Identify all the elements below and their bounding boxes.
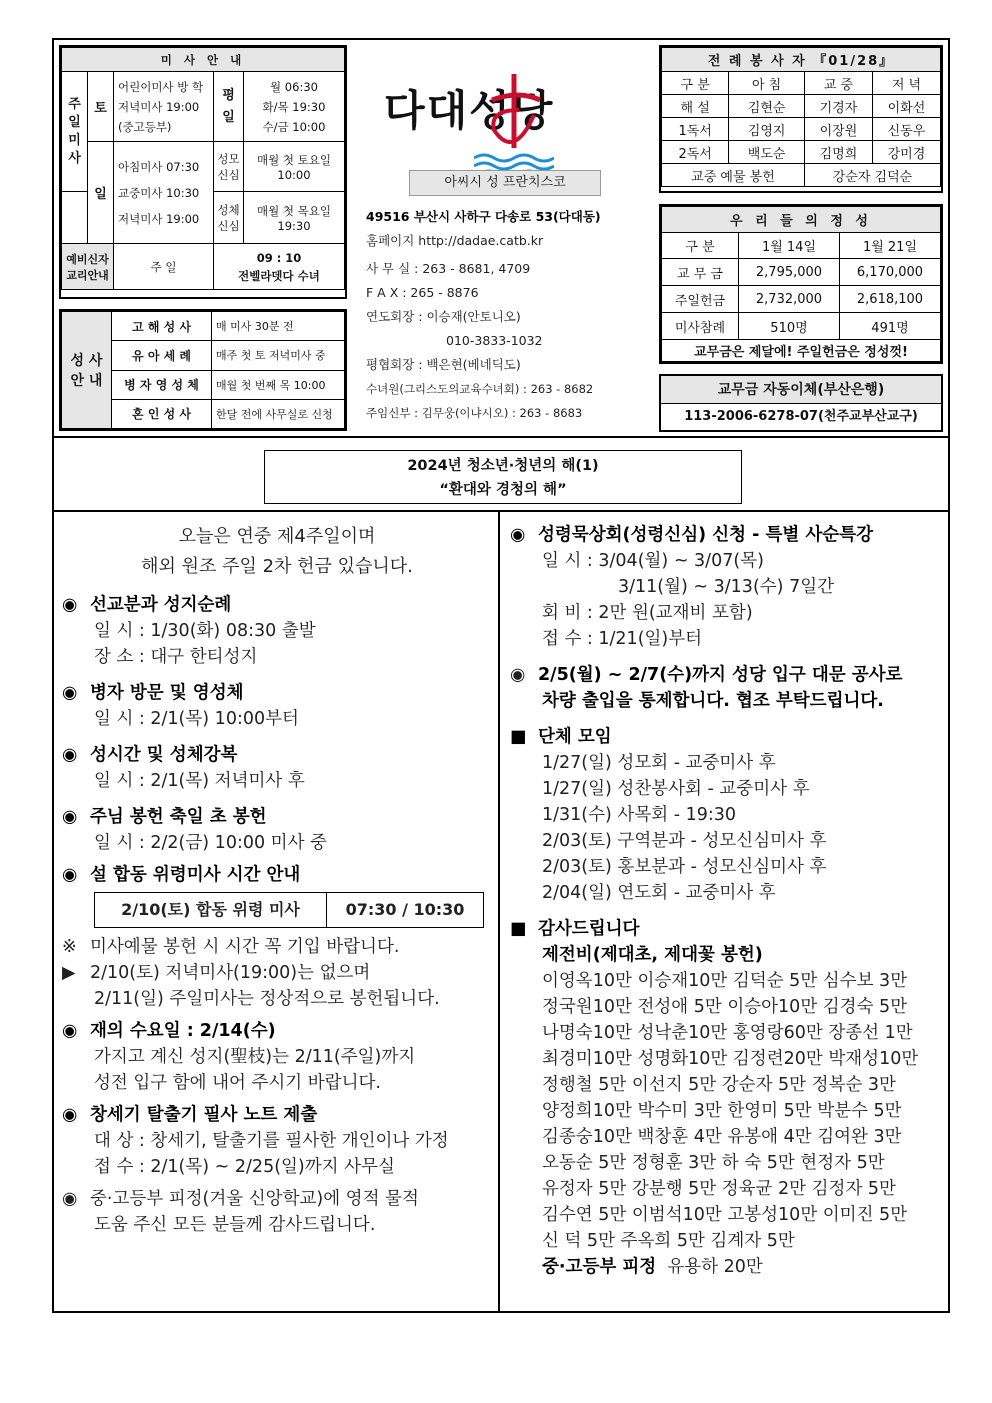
eucharist-label: 성체 신심 [214, 192, 244, 244]
servers-header: 교 중 [804, 72, 872, 95]
servers-cell: 기경자 [804, 95, 872, 118]
servers-table [661, 47, 941, 187]
sacrament-name: 유 아 세 례 [112, 341, 212, 370]
catechumen-label: 예비신자 교리안내 [62, 244, 114, 290]
youth-retreat-donor: 중·고등부 피정 유용하 20만 [542, 1257, 763, 1277]
finance-cell: 주일헌금 [662, 286, 739, 313]
sacraments-box [59, 309, 347, 431]
sat-label: 토 [88, 72, 114, 142]
candle-offering-date: 일 시 : 2/2(금) 10:00 미사 중 [94, 833, 327, 853]
memorial-mass-times: 07:30 / 10:30 [345, 900, 465, 919]
meeting-item: 1/27(일) 성찬봉사회 - 교중미사 후 [542, 779, 810, 799]
servers-cell: 김영지 [729, 118, 805, 141]
meeting-item: 2/03(토) 홍보분과 - 성모신심미사 후 [542, 857, 827, 877]
donor-line: 오동순 5만 정형훈 3만 하 숙 5만 현정자 5만 [542, 1153, 885, 1173]
donor-line: 나명숙10만 성낙춘10만 홍영랑60만 장종선 1만 [542, 1023, 913, 1043]
finance-cell: 491명 [839, 313, 940, 340]
header-section [54, 40, 948, 438]
content-top-border [54, 510, 948, 512]
finance-title: 우 리 들 의 정 성 [662, 207, 941, 233]
sacraments-table [61, 311, 345, 429]
spirit-seminar-title: ◉ 성령묵상회(성령신심) 신청 - 특별 사순특강 [510, 522, 946, 548]
bulletin-page [52, 38, 950, 1313]
mass-guide-box [59, 45, 347, 299]
church-patron: 아씨시 성 프란치스코 [409, 170, 601, 196]
servers-header: 아 침 [729, 72, 805, 95]
pastor-contact: 주임신부 : 김무웅(이냐시오) : 263 - 8683 [366, 406, 583, 420]
mass-guide-spacer [62, 192, 88, 244]
mission-pilgrimage-place: 장 소 : 대구 한티성지 [94, 647, 258, 667]
bullet-icon: ◉ [62, 1105, 78, 1125]
finance-box [659, 204, 943, 364]
finance-note: 교무금은 제달에! 주일헌금은 정성껏! [662, 340, 941, 362]
right-column [510, 522, 946, 1280]
spirit-seminar-register: 접 수 : 1/21(일)부터 [542, 629, 703, 649]
ash-wednesday-title: ◉ 재의 수요일 : 2/14(수) [62, 1018, 492, 1044]
sat-masses: 어린이미사 방 학 저녁미사 19:00 (중고등부) [114, 72, 214, 142]
bullet-icon: ◉ [62, 807, 78, 827]
year-theme-banner [264, 450, 742, 504]
youth-retreat-thanks-line2: 도움 주신 모든 분들께 감사드립니다. [94, 1215, 376, 1235]
sacrament-time: 매월 첫 번째 목 10:00 [212, 370, 345, 399]
catechumen-day: 주 일 [114, 244, 214, 290]
meetings-title: ■ 단체 모임 [510, 724, 946, 750]
church-logo [384, 70, 634, 180]
church-name: 다대성당 [384, 86, 555, 135]
memorial-mass-title: ◉ 설 합동 위령미사 시간 안내 [62, 862, 492, 888]
donor-line: 신 덕 5만 주옥희 5만 김계자 5만 [542, 1231, 795, 1251]
meeting-item: 2/04(일) 연도회 - 교중미사 후 [542, 883, 776, 903]
sun-masses: 아침미사 07:30 교중미사 10:30 저녁미사 19:00 [114, 142, 214, 244]
transcription-period: 접 수 : 2/1(목) ~ 2/25(일)까지 사무실 [94, 1157, 395, 1177]
yeondo-head: 연도회장 : 이승재(안토니오) [366, 309, 521, 324]
servers-cell: 1독서 [662, 118, 729, 141]
cross-wave-icon [474, 70, 554, 180]
transcription-title: ◉ 창세기 탈출기 필사 노트 제출 [62, 1102, 492, 1128]
ash-wednesday-line2: 성전 입구 함에 내어 주시기 바랍니다. [94, 1073, 381, 1093]
mission-pilgrimage-title: ◉ 선교분과 성지순례 [62, 592, 492, 618]
servers-cell: 신동우 [872, 118, 940, 141]
servers-cell: 해 설 [662, 95, 729, 118]
weekday-label: 평 일 [214, 72, 244, 142]
servers-title: 전 례 봉 사 자 『01/28』 [662, 48, 941, 72]
address-block [366, 205, 666, 425]
intro-line2: 해외 원조 주일 2차 헌금 있습니다. [141, 556, 413, 577]
servers-cell: 이화선 [872, 95, 940, 118]
bullet-icon: ◉ [62, 745, 78, 765]
servers-cell: 김명희 [804, 141, 872, 164]
spirit-seminar-fee: 회 비 : 2만 원(교재비 포함) [542, 603, 753, 623]
sun-label: 일 [88, 142, 114, 244]
banner-line2: “환대와 경청의 해” [439, 482, 567, 498]
spirit-seminar-date2: 3/11(월) ~ 3/13(수) 7일간 [618, 577, 835, 597]
convent-contact: 수녀원(그리스도의교육수녀회) : 263 - 8682 [366, 382, 594, 396]
finance-cell: 510명 [739, 313, 840, 340]
finance-cell: 교 무 금 [662, 259, 739, 286]
fax-number: F A X : 265 - 8876 [366, 285, 479, 300]
sick-visit-title: ◉ 병자 방문 및 영성체 [62, 680, 492, 706]
ash-wednesday-line1: 가지고 계신 성지(聖枝)는 2/11(주일)까지 [94, 1047, 416, 1067]
bullet-icon: ◉ [62, 683, 78, 703]
finance-cell: 2,795,000 [739, 259, 840, 286]
servers-header: 저 녁 [872, 72, 940, 95]
holy-hour-title: ◉ 성시간 및 성체강복 [62, 742, 492, 768]
yeondo-phone: 010-3833-1032 [446, 333, 543, 348]
sacraments-label: 성 사 안 내 [62, 312, 112, 429]
memorial-mass-box [94, 892, 484, 928]
banner-line1: 2024년 청소년·청년의 해(1) [407, 458, 599, 474]
donor-line: 김종숭10만 백창훈 4만 유봉애 4만 김여완 3만 [542, 1127, 902, 1147]
bullet-icon: ◉ [62, 865, 78, 885]
bullet-icon: ◉ [510, 665, 526, 685]
meeting-item: 1/27(일) 성모회 - 교중미사 후 [542, 753, 776, 773]
finance-header: 1월 21일 [839, 233, 940, 259]
intention-note: ※ 미사예물 봉헌 시 시간 꼭 기입 바랍니다. [62, 937, 400, 957]
candle-offering-title: ◉ 주님 봉헌 축일 초 봉헌 [62, 804, 492, 830]
column-divider [498, 510, 500, 1313]
marian-label: 성모 신심 [214, 142, 244, 192]
council-head: 평협회장 : 백은현(베네딕도) [366, 357, 521, 372]
transcription-target: 대 상 : 창세기, 탈출기를 필사한 개인이나 가정 [94, 1131, 449, 1151]
finance-cell: 6,170,000 [839, 259, 940, 286]
bullet-icon: ◉ [62, 595, 78, 615]
thanks-title: ■ 감사드립니다 [510, 916, 946, 942]
finance-header: 구 분 [662, 233, 739, 259]
catechumen-time: 09 : 10 전벨라뎃다 수녀 [214, 244, 345, 290]
holy-hour-date: 일 시 : 2/1(목) 저녁미사 후 [94, 771, 305, 791]
bullet-icon: ◉ [62, 1189, 78, 1209]
sunday-mass-note: 2/11(일) 주일미사는 정상적으로 봉헌됩니다. [94, 989, 440, 1009]
offering-label: 교중 예물 봉헌 [662, 164, 805, 187]
meeting-item: 2/03(토) 구역분과 - 성모신심미사 후 [542, 831, 827, 851]
mission-pilgrimage-date: 일 시 : 1/30(화) 08:30 출발 [94, 621, 316, 641]
servers-cell: 강미경 [872, 141, 940, 164]
bullet-icon: ◉ [510, 525, 526, 545]
memorial-mass-label: 2/10(토) 합동 위령 미사 [95, 893, 327, 927]
donor-line: 양정희10만 박수미 3만 한영미 5만 박분수 5만 [542, 1101, 902, 1121]
sunday-mass-label: 주 일 미 사 [62, 72, 88, 192]
donor-line: 이영옥10만 이승재10만 김덕순 5만 심수보 3만 [542, 971, 908, 991]
sacrament-time: 매 미사 30분 전 [212, 312, 345, 341]
autopay-box [659, 374, 943, 432]
servers-header: 구 분 [662, 72, 729, 95]
left-column [62, 522, 492, 1238]
finance-cell: 2,732,000 [739, 286, 840, 313]
eucharist-time: 매월 첫 목요일 19:30 [244, 192, 345, 244]
mass-guide-table [61, 47, 345, 290]
weekday-times: 월 06:30 화/목 19:30 수/금 10:00 [244, 72, 345, 142]
servers-cell: 백도순 [729, 141, 805, 164]
finance-cell: 2,618,100 [839, 286, 940, 313]
marian-time: 매월 첫 토요일 10:00 [244, 142, 345, 192]
homepage-link[interactable]: 홈페이지 http://dadae.catb.kr [366, 233, 544, 248]
office-phone: 사 무 실 : 263 - 8681, 4709 [366, 261, 531, 276]
autopay-title: 교무금 자동이체(부산은행) [661, 376, 941, 404]
gate-construction-notice: ◉ 2/5(월) ~ 2/7(수)까지 성당 입구 대문 공사로 [510, 662, 946, 688]
square-bullet-icon: ■ [510, 919, 527, 939]
youth-retreat-thanks: ◉ 중·고등부 피정(겨울 신앙학교)에 영적 물적 [62, 1186, 492, 1212]
servers-box [659, 45, 943, 193]
servers-cell: 이장원 [804, 118, 872, 141]
finance-table [661, 206, 941, 362]
sacrament-name: 혼 인 성 사 [112, 399, 212, 428]
sacrament-time: 한달 전에 사무실로 신청 [212, 399, 345, 428]
offering-names: 강순자 김덕순 [804, 164, 940, 187]
finance-header: 1월 14일 [739, 233, 840, 259]
postal-address: 49516 부산시 사하구 다송로 53(다대동) [366, 209, 601, 224]
donor-line: 김수연 5만 이범석10만 고봉성10만 이미진 5만 [542, 1205, 908, 1225]
donor-line: 정행철 5만 이선지 5만 강순자 5만 정복순 3만 [542, 1075, 896, 1095]
servers-cell: 김현순 [729, 95, 805, 118]
donor-line: 최경미10만 성명화10만 김정련20만 박재성10만 [542, 1049, 919, 1069]
sacrament-name: 고 해 성 사 [112, 312, 212, 341]
finance-cell: 미사참례 [662, 313, 739, 340]
thanks-subtitle: 제전비(제대초, 제대꽃 봉헌) [542, 945, 763, 965]
donor-line: 정국원10만 전성애 5만 이승아10만 김경숙 5만 [542, 997, 908, 1017]
sacrament-name: 병 자 영 성 체 [112, 370, 212, 399]
sacrament-time: 매주 첫 토 저녁미사 중 [212, 341, 345, 370]
square-bullet-icon: ■ [510, 727, 527, 747]
autopay-account: 113-2006-6278-07(천주교부산교구) [684, 409, 918, 424]
sick-visit-date: 일 시 : 2/1(목) 10:00부터 [94, 709, 299, 729]
gate-construction-notice-line2: 차량 출입을 통제합니다. 협조 부탁드립니다. [542, 691, 884, 711]
spirit-seminar-date1: 일 시 : 3/04(월) ~ 3/07(목) [542, 551, 764, 571]
intro-line1: 오늘은 연중 제4주일이며 [178, 526, 376, 547]
evening-mass-note: ▶ 2/10(토) 저녁미사(19:00)는 없으며 [62, 963, 371, 983]
meeting-item: 1/31(수) 사목회 - 19:30 [542, 805, 737, 825]
bullet-icon: ◉ [62, 1021, 78, 1041]
donor-line: 유정자 5만 강분행 5만 정육균 2만 김정자 5만 [542, 1179, 896, 1199]
servers-cell: 2독서 [662, 141, 729, 164]
mass-guide-title: 미 사 안 내 [62, 48, 345, 72]
